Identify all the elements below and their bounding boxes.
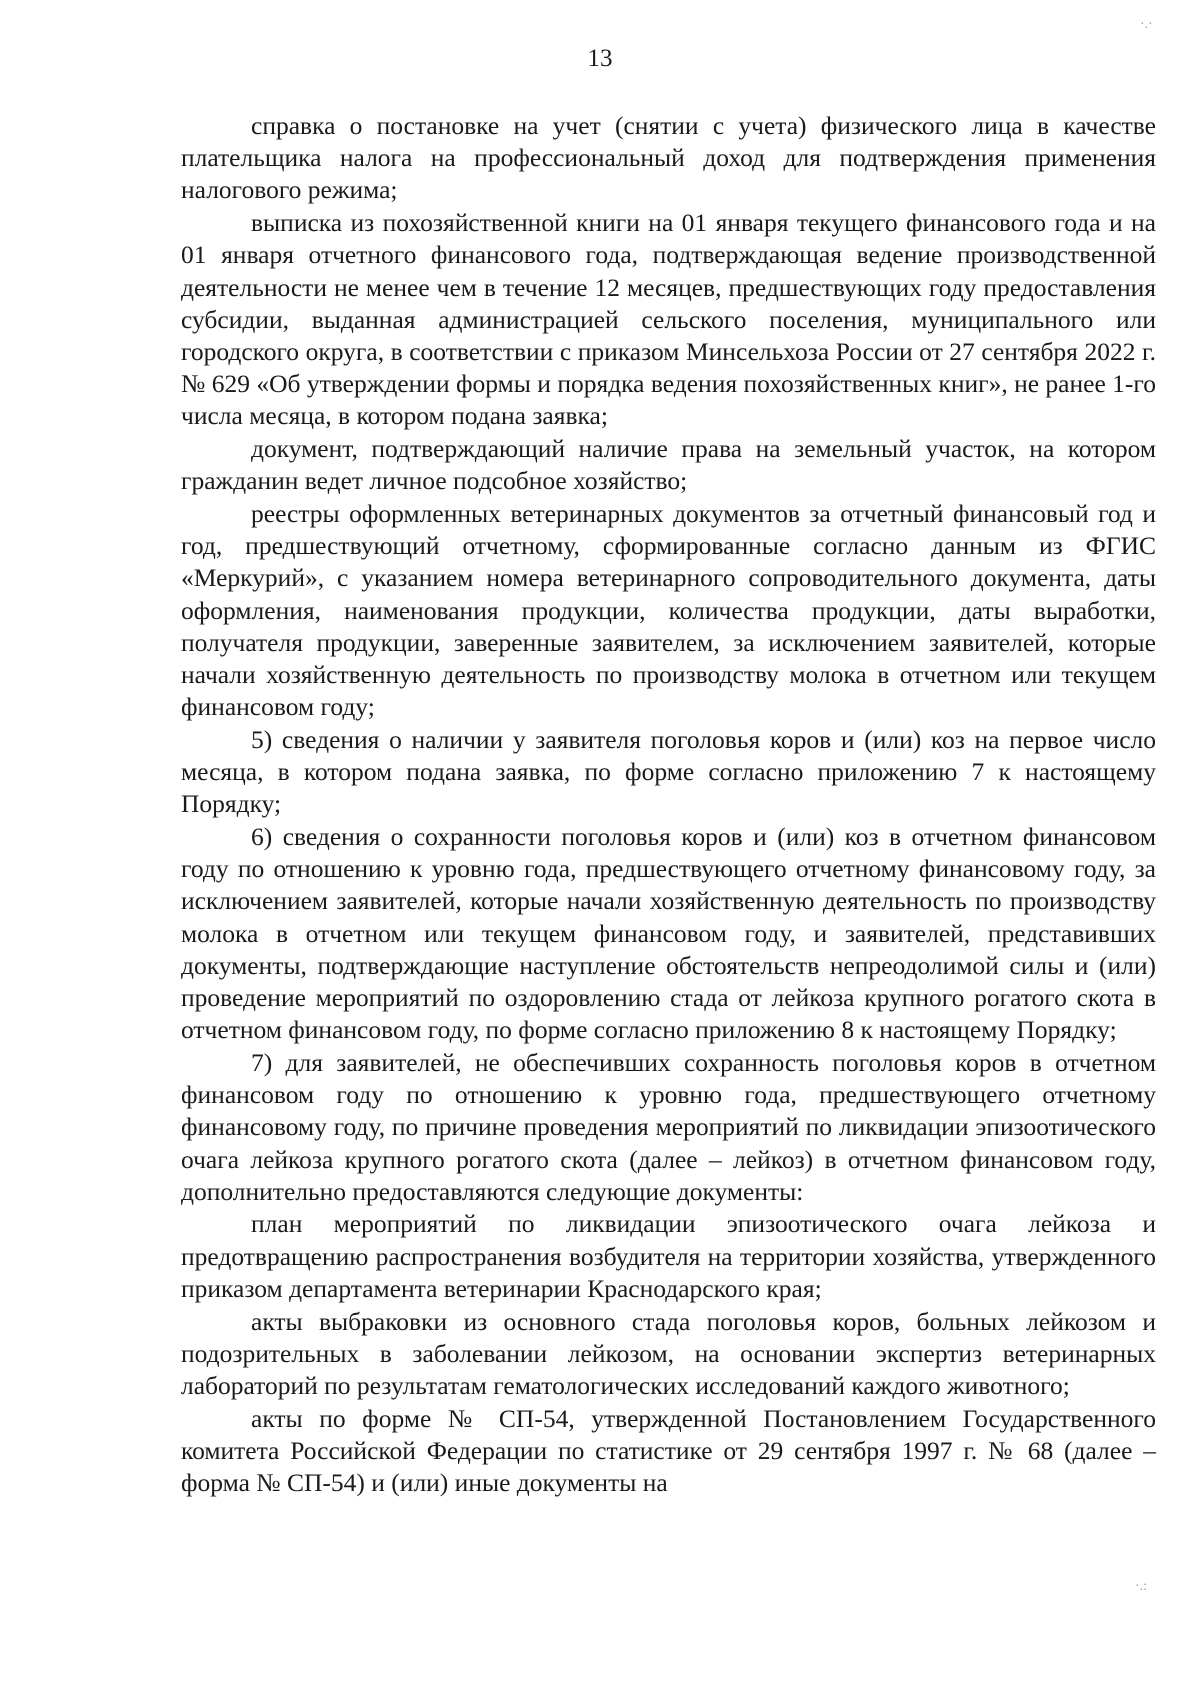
paragraph-leukosis-plan: план мероприятий по ликвидации эпизоотического очага лейкоза и предотвращению распространения возбудителя на территории хозяйства, утвержденного приказом департамента ветеринарии Краснодарского края; (181, 1209, 1156, 1303)
scan-speck: ·.· (1140, 17, 1153, 32)
paragraph-item-5-livestock-info: 5) сведения о наличии у заявителя поголовья коров и (или) коз на первое число месяца, в котором подана заявка, по форме согласно приложению 7 к настоящему Порядку; (181, 724, 1156, 819)
paragraph-vet-document-registers: реестры оформленных ветеринарных документов за отчетный финансовый год и год, предшествующий отчетному, сформированные согласно данным из ФГИС «Меркурий», с указанием номера ветеринарного сопроводительного документа, даты оформления, наименования продукции, количества продукции, даты выработки, получателя продукции, заверенные заявителем, за исключением заявителей, которые начали хозяйственную деятельность по производству молока в отчетном или текущем финансовом году; (181, 498, 1156, 722)
paragraph-tax-certificate: справка о постановке на учет (снятии с учета) физического лица в качестве плательщика налога на профессиональный доход для подтверждения применения налогового режима; (181, 111, 1156, 205)
page-number: 13 (587, 45, 613, 72)
document-body (181, 110, 1156, 1500)
scan-speck: ·.: (1135, 1579, 1148, 1594)
paragraph-item-7-leukosis: 7) для заявителей, не обеспечивших сохранность поголовья коров в отчетном финансовом году по отношению к уровню года, предшествующего отчетному финансовому году, по причине проведения мероприятий по ликвидации эпизоотического очага лейкоза крупного рогатого скота (далее – лейкоз) в отчетном финансовом году, дополнительно предоставляются следующие документы: (181, 1047, 1156, 1206)
paragraph-household-book-extract: выписка из похозяйственной книги на 01 января текущего финансового года и на 01 января отчетного финансового года, подтверждающая ведение производственной деятельности не менее чем в течение 12 месяцев, предшествующих году предоставления субсидии, выданная администрацией сельского поселения, муниципального или городского округа, в соответствии с приказом Минсельхоза России от 27 сентября 2022 г. № 629 «Об утверждении формы и порядка ведения похозяйственных книг», не ранее 1-го числа месяца, в котором подана заявка; (181, 208, 1156, 431)
paragraph-item-6-livestock-preservation: 6) сведения о сохранности поголовья коров и (или) коз в отчетном финансовом году по отношению к уровню года, предшествующего отчетному финансовому году, за исключением заявителей, которые начали хозяйственную деятельность по производству молока в отчетном или текущем финансовом году, и заявителей, представивших документы, подтверждающие наступление обстоятельств непреодолимой силы и (или) проведение мероприятий по оздоровлению стада от лейкоза крупного рогатого скота в отчетном финансовом году, по форме согласно приложению 8 к настоящему Порядку; (181, 821, 1156, 1045)
paragraph-sp54-acts: акты по форме № СП-54, утвержденной Постановлением Государственного комитета Российской Федерации по статистике от 29 сентября 1997 г. № 68 (далее – форма № СП-54) и (или) иные документы на (181, 1403, 1156, 1498)
paragraph-culling-acts: акты выбраковки из основного стада поголовья коров, больных лейкозом и подозрительных в заболевании лейкозом, на основании экспертиз ветеринарных лабораторий по результатам гематологических исследований каждого животного; (181, 1306, 1156, 1400)
paragraph-land-right-document: документ, подтверждающий наличие права на земельный участок, на котором гражданин ведет личное подсобное хозяйство; (181, 434, 1156, 496)
